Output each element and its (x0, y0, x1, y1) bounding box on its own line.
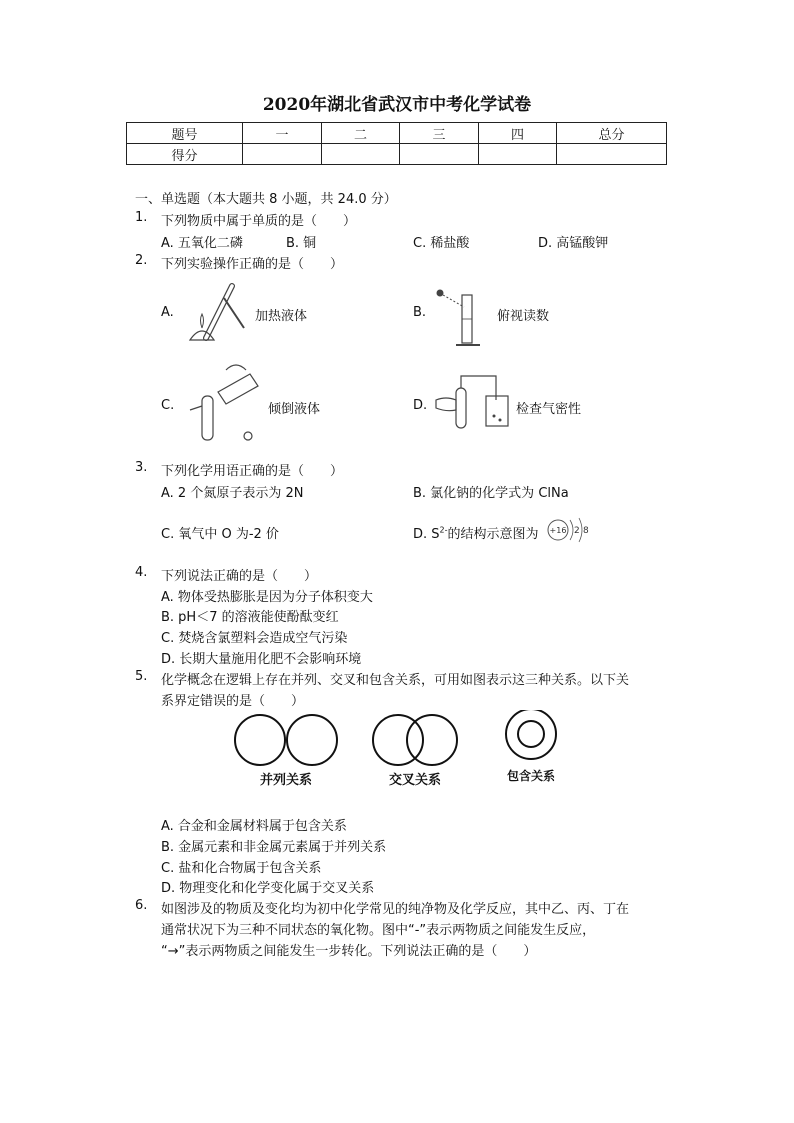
question-number: 2. (135, 253, 148, 268)
option-d (413, 523, 539, 542)
option-b-text: 俯视读数 (497, 309, 550, 324)
heating-liquid-figure (180, 282, 250, 344)
question-stem-line2: 系界定错误的是（ ） (161, 694, 305, 709)
option-b: B. 铜 (286, 236, 317, 251)
option-d: D. 长期大量施用化肥不会影响环境 (161, 652, 362, 667)
cross-label: 交叉关系 (388, 773, 442, 788)
option-b: B. 氯化钠的化学式为 ClNa (413, 486, 569, 501)
score-cell[interactable] (322, 144, 400, 165)
table-header-cell: 三 (400, 123, 479, 144)
option-a: A. 合金和金属材料属于包含关系 (161, 819, 347, 834)
question-stem: 下列实验操作正确的是（ ） (161, 257, 344, 272)
option-c: C. 氧气中 O 为-2 价 (161, 527, 279, 542)
table-row (127, 144, 667, 165)
score-cell[interactable] (557, 144, 667, 165)
option-a-text: 加热液体 (255, 309, 308, 324)
question-number: 4. (135, 565, 148, 580)
relations-diagram (230, 710, 570, 792)
question-number: 1. (135, 210, 148, 225)
table-header-cell: 题号 (127, 123, 243, 144)
parallel-label: 并列关系 (259, 773, 313, 788)
ion-charge: 2- (439, 525, 448, 535)
option-a: A. 物体受热膨胀是因为分子体积变大 (161, 590, 373, 605)
option-a: A. 2 个氮原子表示为 2N (161, 486, 304, 501)
question-stem-line3: “→”表示两物质之间能发生一步转化。下列说法正确的是（ ） (161, 944, 537, 959)
pouring-liquid-figure (180, 360, 265, 445)
option-b: B. pH＜7 的溶液能使酚酞变红 (161, 610, 339, 625)
shell-2-label: 8 (583, 526, 589, 536)
question-number: 3. (135, 460, 148, 475)
question-stem: 下列说法正确的是（ ） (161, 569, 318, 584)
score-cell[interactable] (243, 144, 322, 165)
table-header-cell: 总分 (557, 123, 667, 144)
table-header-cell: 四 (479, 123, 557, 144)
question-stem-line1: 化学概念在逻辑上存在并列、交叉和包含关系，可用如图表示这三种关系。以下关 (161, 673, 630, 688)
option-b: B. 金属元素和非金属元素属于并列关系 (161, 840, 387, 855)
section-heading: 一、单选题（本大题共 8 小题，共 24.0 分） (135, 192, 397, 207)
option-c-text: 倾倒液体 (268, 402, 321, 417)
option-a-letter: A. (161, 305, 174, 320)
option-d-prefix: D. S (413, 527, 440, 542)
option-d-text: 检查气密性 (516, 402, 582, 417)
option-d-letter: D. (413, 398, 428, 413)
score-cell[interactable] (479, 144, 557, 165)
page-title: 2020年湖北省武汉市中考化学试卷 (262, 95, 532, 115)
contain-label: 包含关系 (506, 769, 556, 783)
ion-structure-diagram (546, 514, 594, 546)
question-stem-line2: 通常状况下为三种不同状态的氧化物。图中“-”表示两物质之间能发生反应， (161, 923, 596, 938)
cylinder-reading-figure (432, 285, 492, 350)
option-c-letter: C. (161, 398, 175, 413)
option-d: D. 物理变化和化学变化属于交叉关系 (161, 881, 375, 896)
score-cell[interactable] (400, 144, 479, 165)
table-row (127, 123, 667, 144)
table-header-cell: 二 (322, 123, 400, 144)
option-d: D. 高锰酸钾 (538, 236, 609, 251)
nucleus-label: +16 (549, 526, 567, 535)
airtightness-figure (432, 370, 514, 436)
table-header-cell: 一 (243, 123, 322, 144)
option-c: C. 稀盐酸 (413, 236, 470, 251)
score-table (126, 122, 667, 165)
question-stem-line1: 如图涉及的物质及变化均为初中化学常见的纯净物及化学反应，其中乙、丙、丁在 (161, 902, 630, 917)
option-a: A. 五氧化二磷 (161, 236, 243, 251)
shell-1-label: 2 (574, 526, 580, 536)
option-c: C. 焚烧含氯塑料会造成空气污染 (161, 631, 348, 646)
question-number: 5. (135, 669, 148, 684)
option-c: C. 盐和化合物属于包含关系 (161, 861, 322, 876)
question-number: 6. (135, 898, 148, 913)
question-stem: 下列化学用语正确的是（ ） (161, 464, 344, 479)
question-stem: 下列物质中属于单质的是（ ） (161, 214, 357, 229)
option-b-letter: B. (413, 305, 427, 320)
option-d-suffix: 的结构示意图为 (447, 527, 539, 542)
row-label: 得分 (127, 144, 243, 165)
